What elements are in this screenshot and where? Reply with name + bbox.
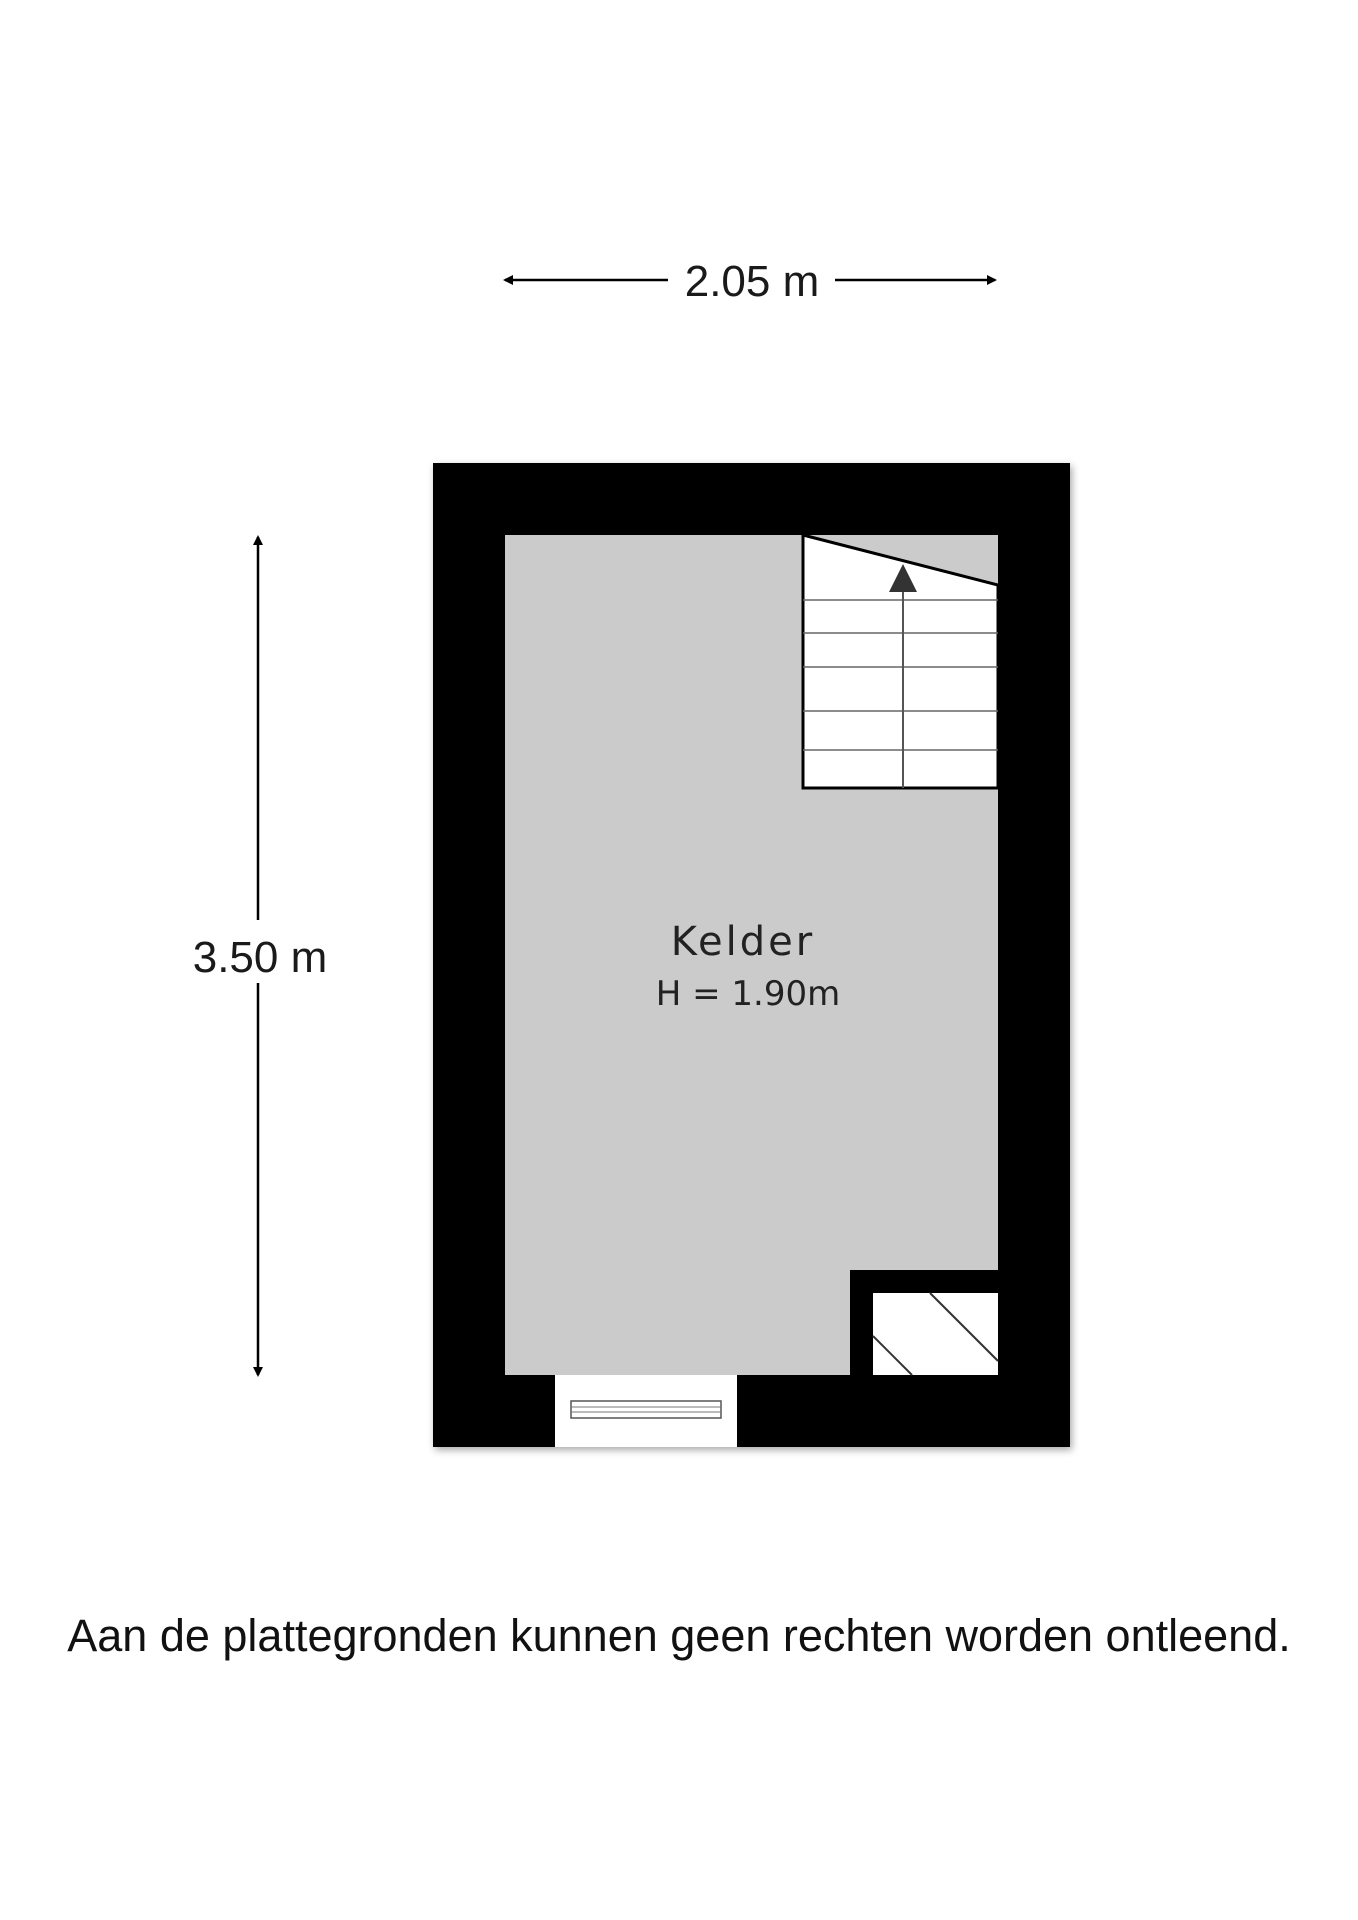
utility-box-inner bbox=[873, 1293, 998, 1375]
width-dimension bbox=[505, 257, 995, 306]
utility-box bbox=[850, 1270, 998, 1375]
room-height: H = 1.90m bbox=[655, 974, 841, 1014]
room-name: Kelder bbox=[670, 919, 816, 965]
depth-dimension bbox=[193, 537, 328, 1375]
depth-label: 3.50 m bbox=[192, 933, 328, 982]
bottom-opening bbox=[555, 1375, 737, 1447]
bottom-opening-frame bbox=[571, 1401, 721, 1418]
width-label: 2.05 m bbox=[684, 257, 820, 306]
disclaimer-text: Aan de plattegronden kunnen geen rechten worden ontleend. bbox=[67, 1610, 1291, 1661]
